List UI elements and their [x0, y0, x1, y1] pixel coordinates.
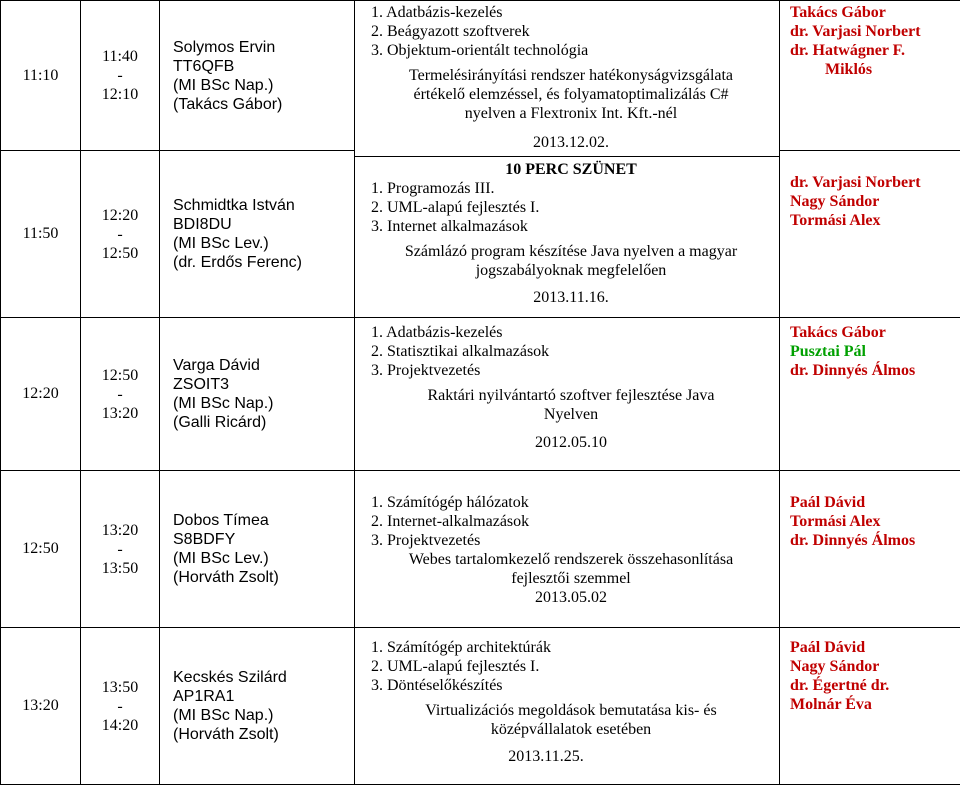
committee-member: Miklós — [825, 61, 873, 78]
thesis-date: 2013.12.02. — [533, 134, 609, 151]
topic-item: 1. Számítógép architektúrák — [371, 639, 551, 656]
topic-item: 3. Objektum-orientált technológia — [371, 42, 589, 59]
start-time: 11:10 — [1, 1, 81, 151]
student-supervisor: (Horváth Zsolt) — [173, 726, 279, 743]
schedule-row — [1, 1, 960, 151]
topic-item: 2. Statisztikai alkalmazások — [371, 343, 550, 360]
student-code: ZSOIT3 — [173, 376, 230, 393]
committee-member: Tormási Alex — [790, 513, 881, 530]
student-name: Solymos Ervin — [173, 38, 276, 56]
thesis-title: Webes tartalomkezelő rendszerek összehasonlítása fejlesztői szemmel — [408, 551, 734, 587]
topic-item: 3. Internet alkalmazások — [371, 218, 528, 235]
committee-member: Paál Dávid — [790, 639, 866, 656]
committee-cell — [780, 1, 960, 151]
committee-member: dr. Varjasi Norbert — [790, 174, 921, 191]
thesis-date: 2013.11.25. — [508, 748, 584, 765]
topic-cell — [355, 628, 780, 785]
committee-cell — [780, 471, 960, 628]
student-code: BDI8DU — [173, 216, 232, 233]
committee-member: dr. Dinnyés Álmos — [790, 362, 916, 379]
student-program: (MI BSc Lev.) — [173, 550, 269, 567]
student-name: Kecskés Szilárd — [173, 669, 287, 686]
thesis-title: Termelésirányítási rendszer hatékonyságvizsgálata értékelő elemzéssel, és folyamatoptimalizálás C# nyelven a Flextronix Int. Kft.-nél — [408, 67, 734, 122]
student-name: Varga Dávid — [173, 357, 260, 374]
student-supervisor: (Galli Ricárd) — [173, 414, 267, 431]
student-supervisor: (dr. Erdős Ferenc) — [173, 254, 302, 271]
topic-cell — [355, 1, 780, 318]
committee-cell — [780, 318, 960, 471]
student-program: (MI BSc Lev.) — [173, 235, 269, 252]
topic-item: 2. UML-alapú fejlesztés I. — [371, 658, 540, 675]
committee-member: dr. Égertné dr. — [790, 677, 890, 694]
committee-member: dr. Hatwágner F. — [790, 42, 905, 59]
student-info — [160, 471, 355, 628]
time-slot: 12:20 - 12:50 — [81, 151, 160, 318]
committee-member: Pusztai Pál — [790, 343, 866, 360]
time-slot: 13:50 - 14:20 — [81, 628, 160, 785]
committee-cell — [780, 628, 960, 785]
committee-cell — [780, 151, 960, 318]
student-supervisor: (Takács Gábor) — [173, 95, 283, 113]
schedule-row — [1, 471, 960, 628]
committee-member: Takács Gábor — [790, 4, 886, 21]
committee-member: Paál Dávid — [790, 494, 866, 511]
thesis-date: 2012.05.10 — [535, 434, 607, 451]
topic-item: 2. UML-alapú fejlesztés I. — [371, 199, 540, 216]
topic-item: 3. Projektvezetés — [371, 532, 481, 549]
student-supervisor: (Horváth Zsolt) — [173, 569, 279, 586]
thesis-title: Raktári nyilvántartó szoftver fejlesztése Java Nyelven — [427, 387, 715, 423]
committee-member: dr. Dinnyés Álmos — [790, 532, 916, 549]
student-info — [160, 628, 355, 785]
student-info — [160, 318, 355, 471]
committee-member: Tormási Alex — [790, 212, 881, 229]
student-program: (MI BSc Nap.) — [173, 395, 274, 412]
topic-item: 1. Adatbázis-kezelés — [371, 4, 503, 21]
committee-member: Nagy Sándor — [790, 193, 880, 210]
topic-item: 2. Beágyazott szoftverek — [371, 23, 530, 40]
student-program: (MI BSc Nap.) — [173, 76, 274, 94]
student-code: TT6QFB — [173, 57, 235, 75]
committee-member: Takács Gábor — [790, 324, 886, 341]
time-slot: 11:40 - 12:10 — [81, 1, 160, 151]
topic-cell — [355, 471, 780, 628]
topic-item: 1. Adatbázis-kezelés — [371, 324, 503, 341]
thesis-title: Számlázó program készítése Java nyelven a magyar jogszabályoknak megfelelően — [404, 243, 738, 279]
time-slot: 13:20 - 13:50 — [81, 471, 160, 628]
committee-member: dr. Varjasi Norbert — [790, 23, 921, 40]
thesis-title: Virtualizációs megoldások bemutatása kis- és középvállalatok esetében — [425, 702, 717, 738]
topic-item: 1. Számítógép hálózatok — [371, 494, 529, 511]
committee-member: Nagy Sándor — [790, 658, 880, 675]
student-info — [160, 151, 355, 318]
committee-member: Molnár Éva — [790, 696, 872, 713]
student-program: (MI BSc Nap.) — [173, 707, 274, 724]
student-name: Schmidtka István — [173, 197, 295, 214]
start-time: 12:20 — [1, 318, 81, 471]
thesis-date: 2013.05.02 — [535, 589, 607, 606]
start-time: 13:20 — [1, 628, 81, 785]
schedule-row — [1, 628, 960, 785]
topic-item: 2. Internet-alkalmazások — [371, 513, 530, 530]
schedule-row — [1, 318, 960, 471]
topic-cell — [355, 318, 780, 471]
start-time: 12:50 — [1, 471, 81, 628]
student-info — [160, 1, 355, 151]
student-name: Dobos Tímea — [173, 512, 269, 529]
topic-item: 3. Döntéselőkészítés — [371, 677, 503, 694]
student-code: S8BDFY — [173, 531, 236, 548]
student-code: AP1RA1 — [173, 688, 235, 705]
thesis-date: 2013.11.16. — [533, 289, 609, 306]
topic-item: 1. Programozás III. — [371, 180, 495, 197]
break-label: 10 PERC SZÜNET — [505, 161, 637, 178]
topic-item: 3. Projektvezetés — [371, 362, 481, 379]
start-time: 11:50 — [1, 151, 81, 318]
time-slot: 12:50 - 13:20 — [81, 318, 160, 471]
